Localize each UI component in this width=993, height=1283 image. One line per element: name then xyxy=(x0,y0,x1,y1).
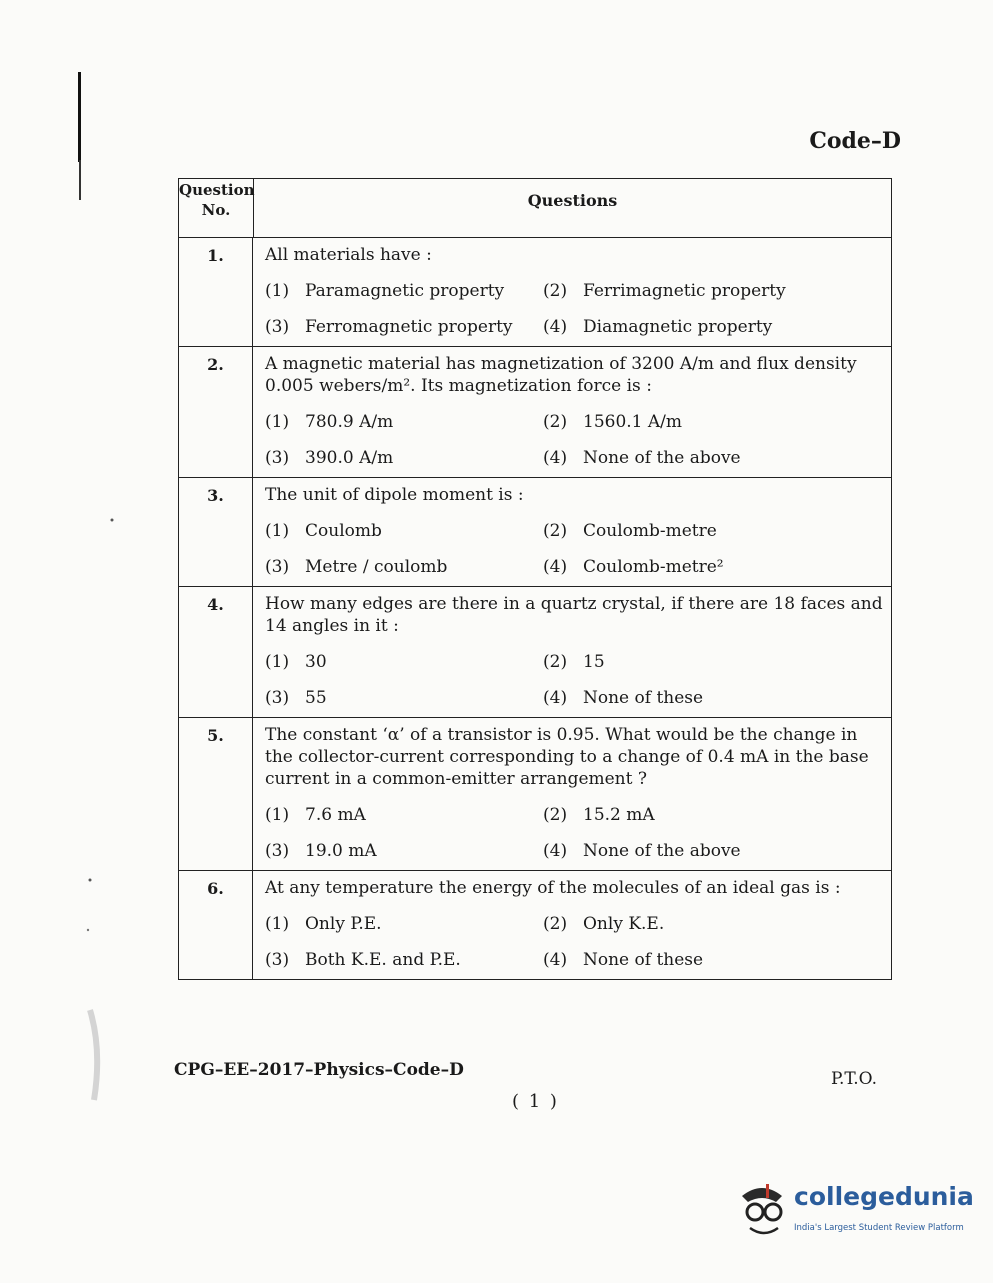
question-text: The unit of dipole moment is : xyxy=(265,485,524,505)
option-text: Only P.E. xyxy=(305,914,382,934)
option-text: 19.0 mA xyxy=(305,841,377,861)
option-text: 1560.1 A/m xyxy=(583,412,683,432)
option-text: Metre / coulomb xyxy=(305,557,448,577)
option-text: Coulomb-metre xyxy=(583,521,717,541)
option-number: (2) xyxy=(543,805,568,825)
question-row xyxy=(179,718,891,871)
option-text: 15.2 mA xyxy=(583,805,655,825)
option-text: None of the above xyxy=(583,841,741,861)
question-text: The constant ‘α’ of a transistor is 0.95. What would be the change in the collector-current corresponding to a change of 0.4 mA in the base current in a common-emitter arrangement ? xyxy=(265,725,869,789)
option-text: Only K.E. xyxy=(583,914,665,934)
question-body xyxy=(253,347,891,477)
answer-option xyxy=(543,651,885,673)
option-number: (3) xyxy=(265,448,290,468)
option-number: (4) xyxy=(543,688,568,708)
question-number: 5. xyxy=(179,718,253,870)
question-row xyxy=(179,347,891,478)
option-number: (3) xyxy=(265,317,290,337)
option-number: (2) xyxy=(543,412,568,432)
option-text: 30 xyxy=(305,652,327,672)
question-number: 1. xyxy=(179,238,253,346)
question-row xyxy=(179,587,891,718)
answer-option xyxy=(543,280,885,302)
answer-option xyxy=(265,447,543,469)
option-number: (3) xyxy=(265,841,290,861)
footer-paper-code: CPG–EE–2017–Physics–Code–D xyxy=(174,1060,464,1080)
option-number: (4) xyxy=(543,448,568,468)
option-text: Both K.E. and P.E. xyxy=(305,950,461,970)
answer-option xyxy=(265,949,543,971)
brand-name: collegedunia xyxy=(794,1182,974,1211)
question-body xyxy=(253,478,891,586)
option-number: (4) xyxy=(543,950,568,970)
question-number: 4. xyxy=(179,587,253,717)
option-text: Coulomb xyxy=(305,521,382,541)
question-body xyxy=(253,238,891,346)
mascot-logo-icon xyxy=(736,1178,792,1244)
question-row xyxy=(179,478,891,587)
option-text: 7.6 mA xyxy=(305,805,366,825)
answer-option xyxy=(265,556,543,578)
answer-option xyxy=(543,840,885,862)
question-no-header: Question No. xyxy=(179,179,254,237)
option-number: (3) xyxy=(265,688,290,708)
option-text: 15 xyxy=(583,652,605,672)
option-text: Diamagnetic property xyxy=(583,317,773,337)
answer-option xyxy=(265,687,543,709)
question-number: 2. xyxy=(179,347,253,477)
question-number: 3. xyxy=(179,478,253,586)
option-number: (4) xyxy=(543,841,568,861)
answer-option xyxy=(265,804,543,826)
question-row xyxy=(179,238,891,347)
page-number: ( 1 ) xyxy=(512,1091,559,1112)
question-body xyxy=(253,718,891,870)
option-number: (1) xyxy=(265,805,290,825)
option-number: (4) xyxy=(543,557,568,577)
answer-option xyxy=(265,411,543,433)
answer-option xyxy=(543,556,885,578)
pto-label: P.T.O. xyxy=(831,1069,877,1089)
answer-option xyxy=(543,949,885,971)
question-row xyxy=(179,871,891,979)
option-text: 390.0 A/m xyxy=(305,448,394,468)
questions-header: Questions xyxy=(527,191,618,210)
answer-options xyxy=(265,520,885,578)
option-number: (2) xyxy=(543,521,568,541)
answer-options xyxy=(265,804,885,862)
answer-option xyxy=(543,687,885,709)
option-number: (1) xyxy=(265,652,290,672)
option-text: None of these xyxy=(583,950,704,970)
brand-tagline: India's Largest Student Review Platform xyxy=(794,1223,964,1233)
answer-option xyxy=(543,447,885,469)
answer-option xyxy=(543,804,885,826)
answer-options xyxy=(265,280,885,338)
scan-edge-marks xyxy=(0,0,120,1283)
question-body xyxy=(253,587,891,717)
option-number: (2) xyxy=(543,281,568,301)
option-number: (4) xyxy=(543,317,568,337)
answer-option xyxy=(265,520,543,542)
question-text: At any temperature the energy of the molecules of an ideal gas is : xyxy=(265,878,841,898)
answer-option xyxy=(265,280,543,302)
answer-option xyxy=(265,840,543,862)
option-number: (2) xyxy=(543,652,568,672)
answer-option xyxy=(265,316,543,338)
option-text: 780.9 A/m xyxy=(305,412,394,432)
option-number: (3) xyxy=(265,557,290,577)
answer-option xyxy=(265,651,543,673)
question-table xyxy=(178,178,892,980)
paper-code-label: Code–D xyxy=(809,128,901,154)
option-text: Ferromagnetic property xyxy=(305,317,513,337)
option-number: (1) xyxy=(265,281,290,301)
answer-option xyxy=(543,520,885,542)
option-text: Coulomb-metre² xyxy=(583,557,724,577)
answer-option xyxy=(543,913,885,935)
option-text: None of the above xyxy=(583,448,741,468)
collegedunia-watermark xyxy=(736,1178,974,1244)
option-text: Paramagnetic property xyxy=(305,281,505,301)
question-number: 6. xyxy=(179,871,253,979)
question-text: A magnetic material has magnetization of 3200 A/m and flux density 0.005 webers/m². Its magnetization force is : xyxy=(265,354,857,396)
option-number: (2) xyxy=(543,914,568,934)
option-text: Ferrimagnetic property xyxy=(583,281,786,301)
option-number: (3) xyxy=(265,950,290,970)
option-number: (1) xyxy=(265,521,290,541)
question-text: All materials have : xyxy=(265,245,432,265)
option-number: (1) xyxy=(265,914,290,934)
answer-option xyxy=(265,913,543,935)
answer-option xyxy=(543,411,885,433)
answer-options xyxy=(265,651,885,709)
question-body xyxy=(253,871,891,979)
option-number: (1) xyxy=(265,412,290,432)
table-header-row xyxy=(179,179,891,238)
option-text: None of these xyxy=(583,688,704,708)
question-text: How many edges are there in a quartz crystal, if there are 18 faces and 14 angles in it : xyxy=(265,594,883,636)
answer-options xyxy=(265,913,885,971)
option-text: 55 xyxy=(305,688,327,708)
answer-options xyxy=(265,411,885,469)
answer-option xyxy=(543,316,885,338)
